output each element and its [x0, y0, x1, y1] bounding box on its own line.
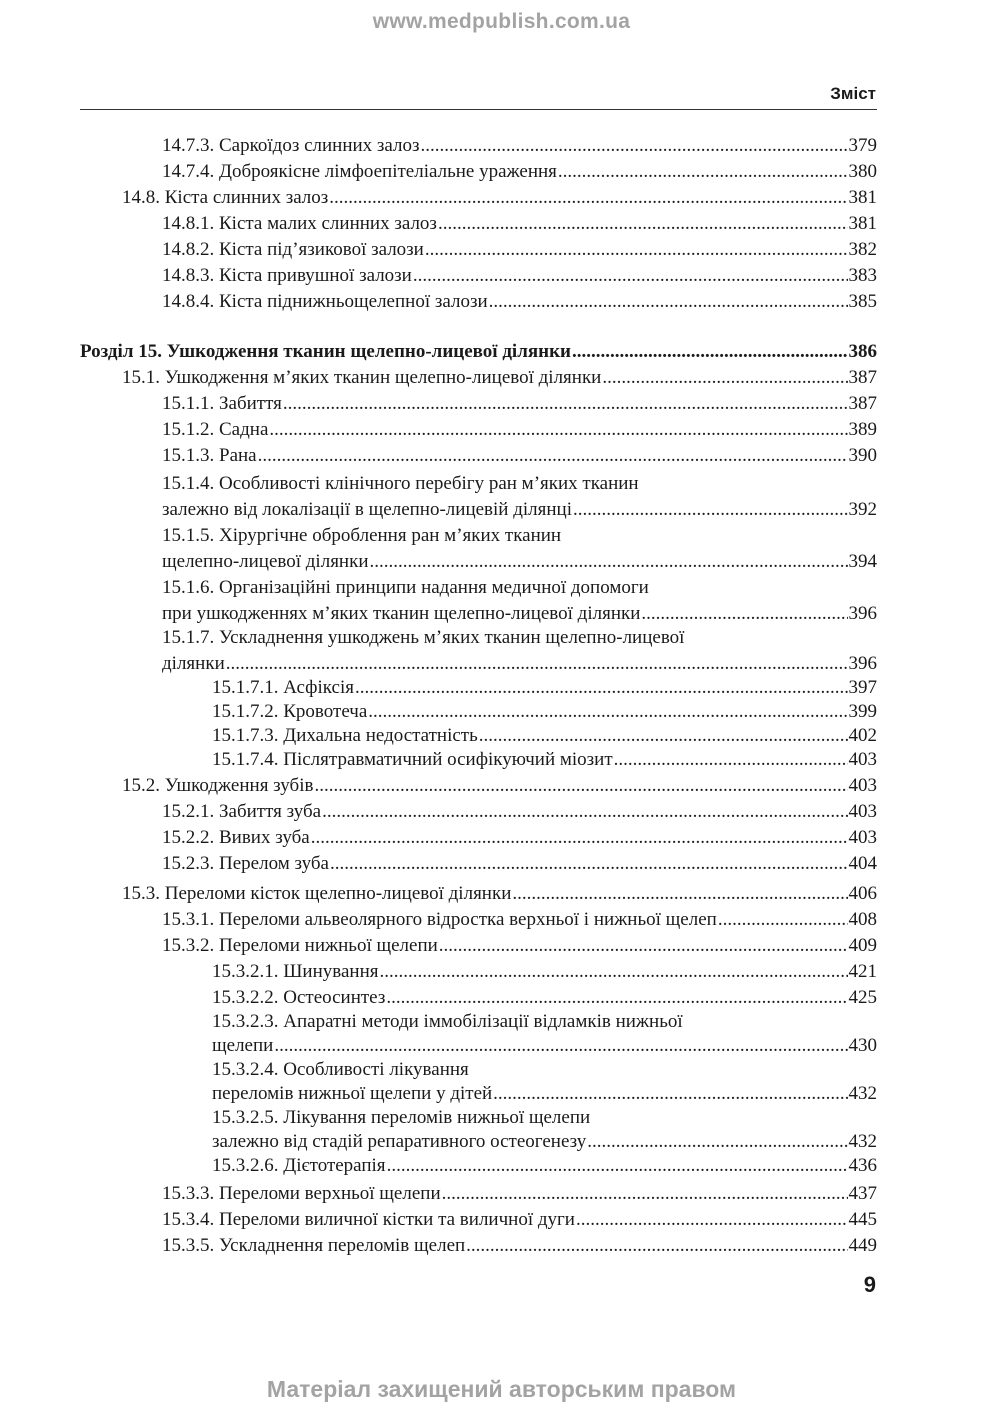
toc-entry — [212, 1130, 877, 1154]
toc-entry — [162, 800, 877, 824]
toc-leader-dots — [587, 1130, 847, 1154]
watermark-bottom: Матеріал захищений авторським правом — [266, 1376, 737, 1402]
toc-entry-title: 15.1.4. Особливості клінічного перебігу ран м’яких тканин — [162, 473, 639, 494]
toc-entry-title: 15.3.2.1. Шинування — [212, 961, 379, 982]
toc-entry-title: 15.1.7. Ускладнення ушкоджень м’яких тканин щелепно-лицевої — [162, 627, 685, 648]
toc-leader-dots — [438, 212, 848, 236]
toc-entry — [162, 1182, 877, 1206]
toc-leader-dots — [493, 1082, 847, 1106]
toc-entry — [162, 934, 877, 958]
toc-entry-page: 430 — [848, 1035, 877, 1056]
toc-entry — [122, 366, 877, 390]
toc-entry-title: 15.3. Переломи кісток щелепно-лицевої ділянки — [122, 883, 512, 904]
toc-leader-dots — [386, 986, 847, 1010]
toc-entry — [162, 1208, 877, 1232]
toc-entry — [212, 748, 877, 772]
toc-leader-dots — [355, 676, 848, 700]
toc-entry-title: щелепи — [212, 1035, 274, 1056]
toc-entry-title: 15.3.2.4. Особливості лікування — [212, 1059, 469, 1080]
toc-entry-title: 15.3.5. Ускладнення переломів щелеп — [162, 1235, 466, 1256]
toc-entry-title: щелепно-лицевої ділянки — [162, 551, 369, 572]
toc-entry — [162, 908, 877, 932]
toc-entry-title: 15.1.1. Забиття — [162, 393, 282, 414]
toc-leader-dots — [641, 602, 847, 626]
toc-entry-title: 15.3.2.6. Дієтотерапія — [212, 1155, 386, 1176]
toc-entry — [162, 576, 877, 600]
toc-entry-title: ділянки — [162, 653, 225, 674]
toc-entry — [162, 472, 877, 496]
toc-entry-page: 380 — [848, 161, 877, 182]
toc-entry-page: 396 — [848, 653, 877, 674]
toc-entry — [162, 498, 877, 522]
toc-entry — [212, 1154, 877, 1178]
toc-entry-page: 386 — [848, 341, 877, 362]
toc-leader-dots — [330, 852, 848, 876]
toc-leader-dots — [387, 1154, 848, 1178]
toc-entry-page: 396 — [848, 603, 877, 624]
toc-entry-page: 421 — [848, 961, 877, 982]
toc-entry — [212, 676, 877, 700]
toc-leader-dots — [614, 748, 848, 772]
toc-leader-dots — [322, 800, 847, 824]
toc-entry-title: 15.1.7.3. Дихальна недостатність — [212, 725, 478, 746]
toc-entry-title: 15.1.3. Рана — [162, 445, 257, 466]
toc-entry-title: 15.3.2.3. Апаратні методи іммобілізації відламків нижньої — [212, 1011, 683, 1032]
toc-entry-page: 449 — [848, 1235, 877, 1256]
toc-leader-dots — [258, 444, 848, 468]
page-number: 9 — [863, 1272, 876, 1297]
toc-entry — [212, 1106, 877, 1130]
toc-entry-page: 403 — [848, 827, 877, 848]
toc-entry — [162, 392, 877, 416]
toc-leader-dots — [311, 826, 848, 850]
toc-entry-page: 399 — [848, 701, 877, 722]
toc-leader-dots — [329, 186, 847, 210]
toc-entry — [162, 826, 877, 850]
toc-leader-dots — [718, 908, 848, 932]
toc-entry-title: 14.7.4. Доброякісне лімфоепітеліальне ураження — [162, 161, 557, 182]
toc-entry-page: 437 — [848, 1183, 877, 1204]
toc-entry-page: 432 — [848, 1131, 877, 1152]
toc-leader-dots — [489, 290, 848, 314]
toc-entry-title: 15.3.2.2. Остеосинтез — [212, 987, 386, 1008]
toc-leader-dots — [226, 652, 848, 676]
toc-entry — [162, 626, 877, 650]
toc-entry-page: 387 — [848, 393, 877, 414]
toc-entry-title: при ушкодженнях м’яких тканин щелепно-лицевої ділянки — [162, 603, 641, 624]
toc-entry-title: 14.8.1. Кіста малих слинних залоз — [162, 213, 437, 234]
toc-leader-dots — [576, 1208, 848, 1232]
toc-entry-title: 14.8. Кіста слинних залоз — [122, 187, 329, 208]
toc-leader-dots — [439, 934, 848, 958]
toc-entry — [162, 524, 877, 548]
toc-entry — [162, 160, 877, 184]
toc-entry-title: 15.1.6. Організаційні принципи надання медичної допомоги — [162, 577, 649, 598]
toc-entry — [212, 1082, 877, 1106]
toc-entry-page: 385 — [848, 291, 877, 312]
toc-entry-page: 383 — [848, 265, 877, 286]
toc-entry — [162, 212, 877, 236]
toc-entry — [162, 852, 877, 876]
toc-leader-dots — [602, 366, 847, 390]
toc-leader-dots — [314, 774, 847, 798]
toc-entry-page: 409 — [848, 935, 877, 956]
toc-entry-title: 15.1.5. Хірургічне оброблення ран м’яких тканин — [162, 525, 562, 546]
toc-entry-page: 425 — [848, 987, 877, 1008]
toc-entry-title: 15.2.1. Забиття зуба — [162, 801, 322, 822]
toc-entry-title: 15.3.2.5. Лікування переломів нижньої щелепи — [212, 1107, 591, 1128]
toc-entry-title: 15.2.2. Вивих зуба — [162, 827, 310, 848]
toc-leader-dots — [466, 1234, 847, 1258]
toc-leader-dots — [274, 1034, 847, 1058]
toc-entry — [122, 186, 877, 210]
toc-entry-page: 394 — [848, 551, 877, 572]
toc-entry-title: 14.8.3. Кіста привушної залози — [162, 265, 412, 286]
toc-entry-title: 15.3.1. Переломи альвеолярного відростка верхньої і нижньої щелеп — [162, 909, 717, 930]
toc-leader-dots — [479, 724, 848, 748]
toc-entry-page: 381 — [848, 187, 877, 208]
toc-entry-page: 403 — [848, 749, 877, 770]
toc-entry — [212, 724, 877, 748]
toc-entry-title: залежно від стадій репаративного остеогенезу — [212, 1131, 587, 1152]
toc-entry-title: 14.8.2. Кіста під’язикової залози — [162, 239, 424, 260]
toc-entry — [162, 134, 877, 158]
toc-leader-dots — [269, 418, 847, 442]
toc-entry — [162, 550, 877, 574]
toc-leader-dots — [558, 160, 848, 184]
toc-entry-page: 387 — [848, 367, 877, 388]
toc-entry-title: 15.1. Ушкодження м’яких тканин щелепно-лицевої ділянки — [122, 367, 602, 388]
toc-entry — [162, 1234, 877, 1258]
toc-entry-page: 408 — [848, 909, 877, 930]
toc-leader-dots — [370, 550, 848, 574]
toc-entry-page: 390 — [848, 445, 877, 466]
toc-entry-page: 403 — [848, 801, 877, 822]
toc-entry-title: 15.3.4. Переломи виличної кістки та виличної дуги — [162, 1209, 575, 1230]
toc-entry-title: 15.3.2. Переломи нижньої щелепи — [162, 935, 438, 956]
toc-entry — [212, 700, 877, 724]
toc-entry — [212, 1010, 877, 1034]
toc-entry-page: 389 — [848, 419, 877, 440]
toc-entry-title: 14.8.4. Кіста піднижньощелепної залози — [162, 291, 488, 312]
toc-entry-title: 14.7.3. Саркоїдоз слинних залоз — [162, 135, 420, 156]
toc-entry-title: переломів нижньої щелепи у дітей — [212, 1083, 493, 1104]
toc-leader-dots — [425, 238, 848, 262]
toc-leader-dots — [421, 134, 848, 158]
toc-entry-title: Розділ 15. Ушкодження тканин щелепно-лицевої ділянки — [80, 341, 571, 362]
toc-entry-title: залежно від локалізації в щелепно-лицевій ділянці — [162, 499, 572, 520]
toc-entry-page: 382 — [848, 239, 877, 260]
watermark-top: www.medpublish.com.ua — [372, 10, 631, 33]
toc-entry-title: 15.3.3. Переломи верхньої щелепи — [162, 1183, 441, 1204]
toc-entry — [162, 418, 877, 442]
toc-entry-title: 15.2. Ушкодження зубів — [122, 775, 314, 796]
toc-entry — [122, 882, 877, 906]
toc-entry-page: 403 — [848, 775, 877, 796]
toc-leader-dots — [573, 498, 848, 522]
toc-entry — [212, 960, 877, 984]
toc-entry-page: 406 — [848, 883, 877, 904]
toc-entry-page: 397 — [848, 677, 877, 698]
toc-leader-dots — [368, 700, 847, 724]
toc-leader-dots — [442, 1182, 848, 1206]
toc-entry-page: 379 — [848, 135, 877, 156]
toc-entry-title: 15.1.7.4. Післятравматичний осифікуючий міозит — [212, 749, 613, 770]
toc-entry-page: 436 — [848, 1155, 877, 1176]
toc-leader-dots — [413, 264, 848, 288]
toc-leader-dots — [283, 392, 848, 416]
toc-entry — [122, 774, 877, 798]
toc-entry-page: 404 — [848, 853, 877, 874]
toc-entry-page: 392 — [848, 499, 877, 520]
toc-entry-title: 15.1.2. Садна — [162, 419, 269, 440]
toc-entry — [162, 652, 877, 676]
toc-entry — [162, 264, 877, 288]
toc-entry-page: 445 — [848, 1209, 877, 1230]
toc-entry-page: 381 — [848, 213, 877, 234]
toc-entry — [162, 602, 877, 626]
toc-leader-dots — [379, 960, 847, 984]
toc-entry-title: 15.1.7.2. Кровотеча — [212, 701, 368, 722]
toc-entry — [162, 444, 877, 468]
toc-entry — [212, 986, 877, 1010]
toc-entry-page: 432 — [848, 1083, 877, 1104]
toc-entry-title: 15.1.7.1. Асфіксія — [212, 677, 354, 698]
toc-entry — [162, 290, 877, 314]
toc-entry — [212, 1034, 877, 1058]
toc-leader-dots — [572, 340, 848, 364]
toc-entry-title: 15.2.3. Перелом зуба — [162, 853, 329, 874]
toc-entry-page: 402 — [848, 725, 877, 746]
toc-entry — [80, 340, 877, 364]
toc-leader-dots — [512, 882, 847, 906]
toc-entry — [212, 1058, 877, 1082]
running-head: Зміст — [830, 84, 876, 103]
toc-entry — [162, 238, 877, 262]
